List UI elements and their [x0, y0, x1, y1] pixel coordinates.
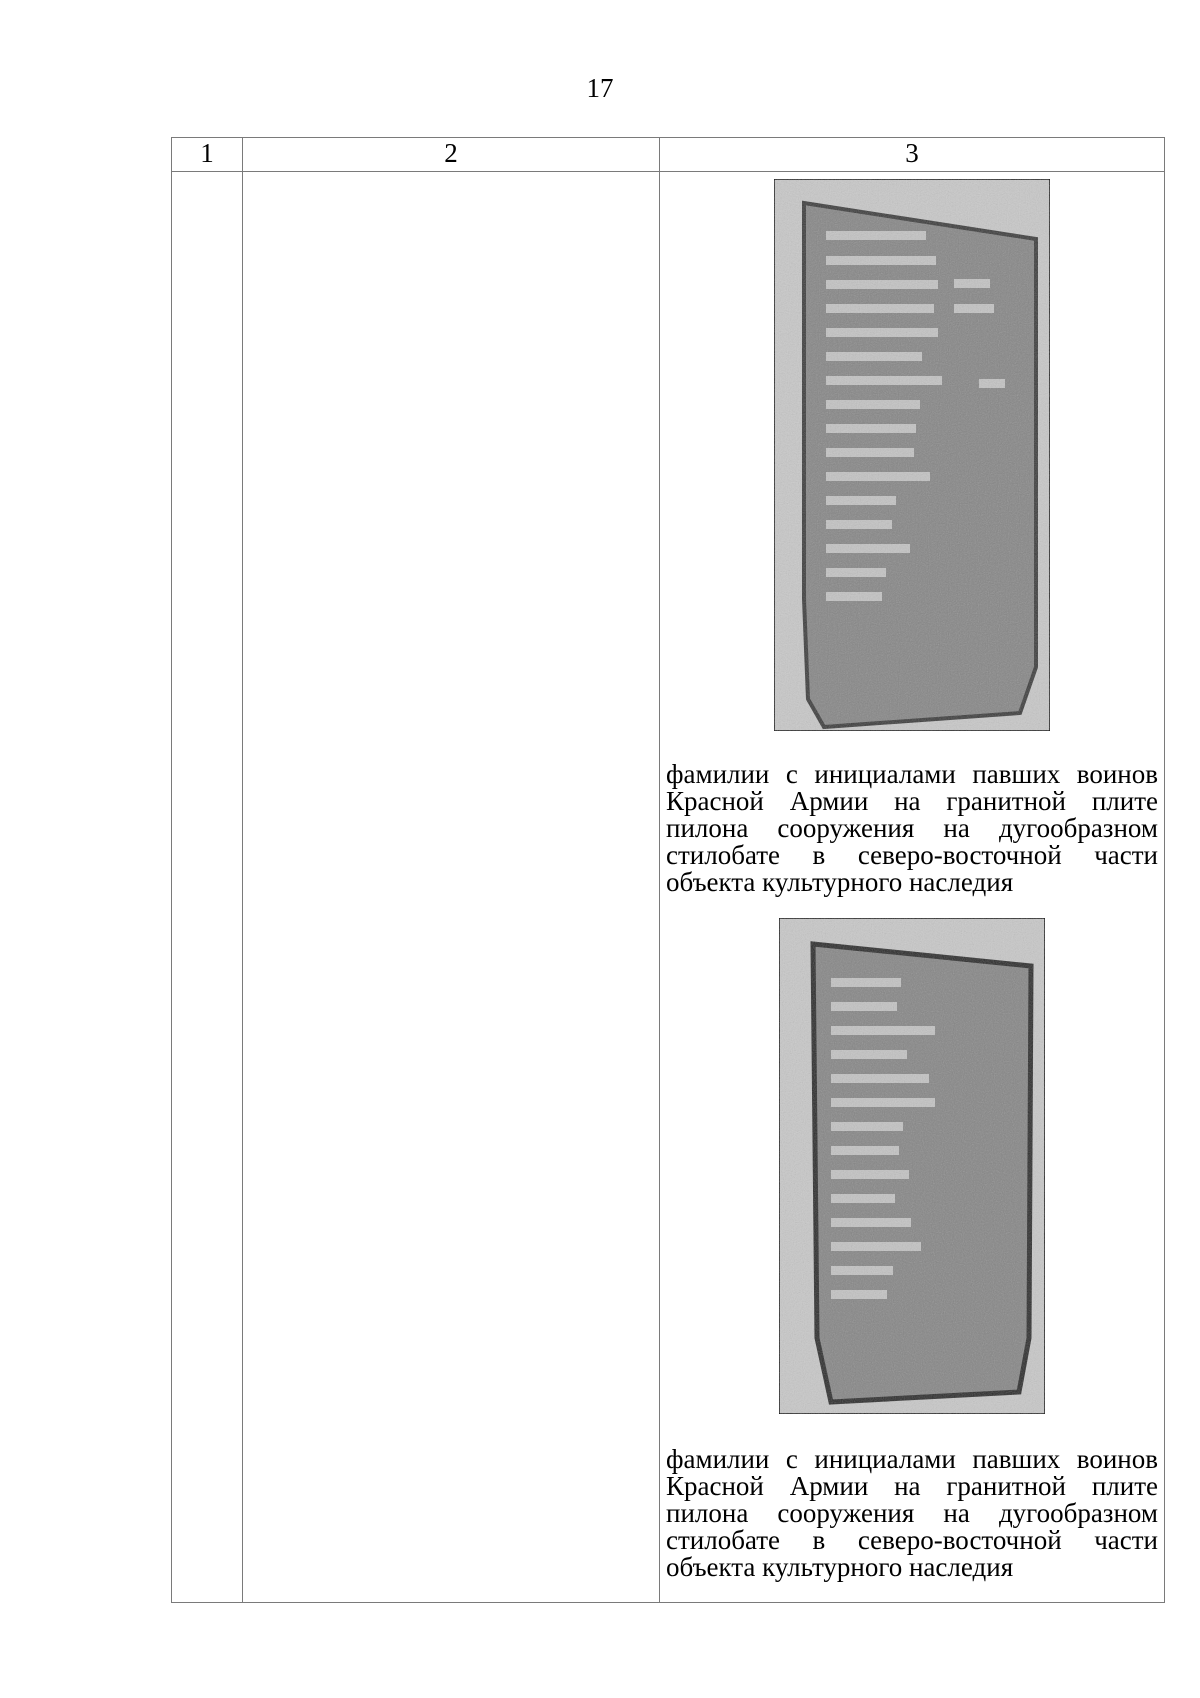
- document-table: [171, 137, 1165, 1603]
- photo-caption: фамилии с инициалами павших воинов Красной Армии на гранитной плите пилона сооружения на дугообразном стилобате в северо-восточной части объекта культурного наследия: [666, 759, 1158, 897]
- row-cell-description: [243, 172, 660, 1603]
- page-number: 17: [586, 73, 614, 103]
- photo-container: [666, 896, 1158, 1419]
- header-cell-2: 2: [243, 138, 660, 172]
- photo-caption: фамилии с инициалами павших воинов Красной Армии на гранитной плите пилона сооружения на дугообразном стилобате в северо-восточной части объекта культурного наследия: [666, 1444, 1158, 1582]
- header-cell-3: 3: [660, 138, 1165, 172]
- header-cell-1: 1: [172, 138, 243, 172]
- row-cell-number: [172, 172, 243, 1603]
- memorial-plaque-photo: [774, 179, 1050, 731]
- row-cell-photos: [660, 172, 1165, 1603]
- photo-container: [666, 172, 1158, 736]
- memorial-plaque-photo: [779, 918, 1045, 1414]
- table-header-row: [172, 138, 1165, 172]
- table-row: [172, 172, 1165, 1603]
